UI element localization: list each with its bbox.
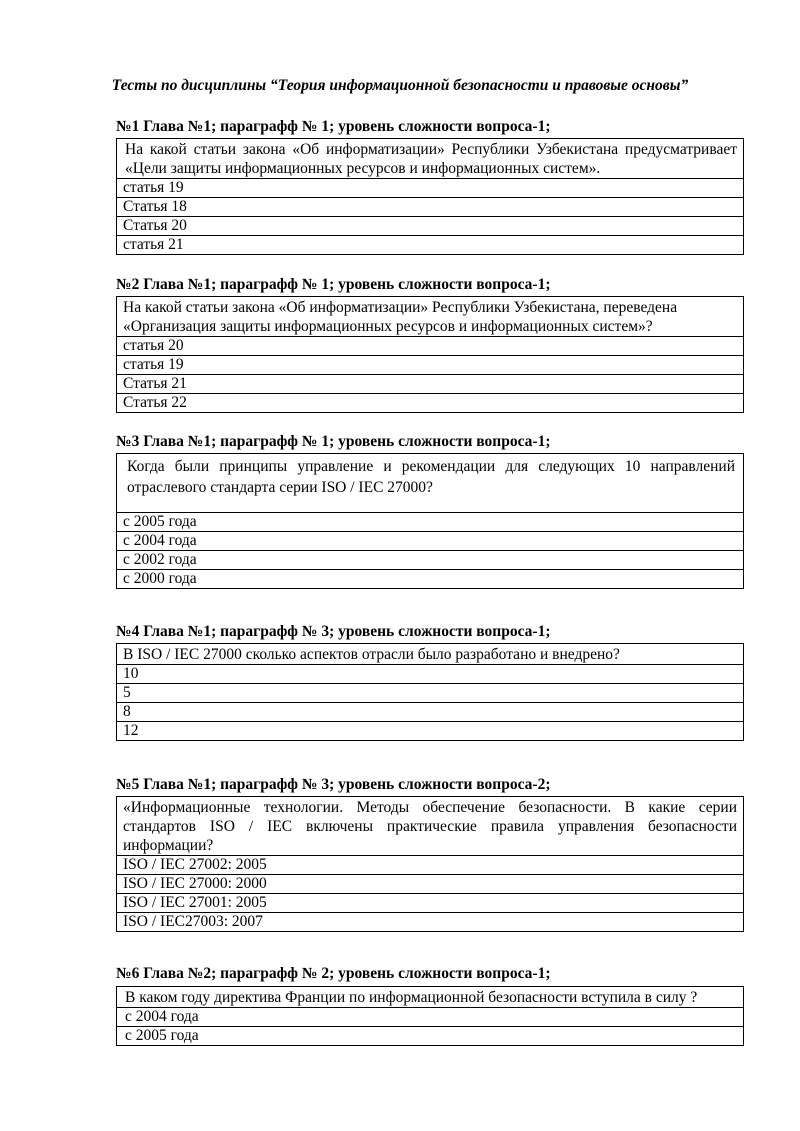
question-text: «Информационные технологии. Методы обеспечение безопасности. В какие серии стандартов ISO / IEC включены практические правила управления безопасности информации? xyxy=(117,797,743,856)
answer-option: Статья 22 xyxy=(123,394,187,411)
question-text: На какой статьи закона «Об информатизации» Республики Узбекистана предусматривает «Цели защиты информационных ресурсов и информационных систем». xyxy=(117,139,743,179)
question-text: В ISO / IEC 27000 сколько аспектов отрасли было разработано и внедрено? xyxy=(117,644,743,665)
answer-option: ISO / IEC 27001: 2005 xyxy=(117,894,743,913)
question-text: На какой статьи закона «Об информатизации» Республики Узбекистана, переведена «Организация защиты информационных ресурсов и информационных систем»? xyxy=(117,297,743,337)
question-text: Когда были принципы управление и рекомендации для следующих 10 направлений отраслевого стандарта серии ISO / IEC 27000? xyxy=(117,454,743,513)
question-table xyxy=(116,453,744,589)
answer-option: статья 20 xyxy=(117,337,743,356)
answer-option: с 2005 года xyxy=(117,513,743,532)
question-heading: №4 Глава №1; параграфф № 3; уровень сложности вопроса-1; xyxy=(116,623,551,640)
question-heading: №1 Глава №1; параграфф № 1; уровень сложности вопроса-1; xyxy=(116,118,551,135)
question-heading: №3 Глава №1; параграфф № 1; уровень сложности вопроса-1; xyxy=(116,433,551,450)
question-table xyxy=(116,796,744,932)
answer-option: с 2005 года xyxy=(125,1027,199,1044)
answer-option: с 2004 года xyxy=(117,1008,743,1027)
answer-option: Статья 20 xyxy=(117,217,743,236)
answer-option: ISO / IEC 27002: 2005 xyxy=(117,856,743,875)
page-title: Тесты по дисциплины “Теория информационной безопасности и правовые основы” xyxy=(111,77,689,94)
answer-option: 8 xyxy=(117,703,743,722)
question-table xyxy=(116,138,744,255)
answer-option: 10 xyxy=(117,665,743,684)
answer-option: с 2002 года xyxy=(117,551,743,570)
answer-option: статья 19 xyxy=(117,356,743,375)
answer-option: 12 xyxy=(123,722,139,739)
answer-option: с 2004 года xyxy=(117,532,743,551)
answer-option: с 2000 года xyxy=(123,570,197,587)
question-table xyxy=(116,643,744,741)
question-table xyxy=(116,296,744,413)
question-table xyxy=(116,986,744,1046)
answer-option: Статья 21 xyxy=(117,375,743,394)
answer-option: ISO / IEC27003: 2007 xyxy=(123,913,263,930)
answer-option: статья 19 xyxy=(117,179,743,198)
answer-option: Статья 18 xyxy=(117,198,743,217)
question-heading: №2 Глава №1; параграфф № 1; уровень сложности вопроса-1; xyxy=(116,276,551,293)
answer-option: ISO / IEC 27000: 2000 xyxy=(117,875,743,894)
answer-option: 5 xyxy=(117,684,743,703)
answer-option: статья 21 xyxy=(123,236,184,253)
question-heading: №6 Глава №2; параграфф № 2; уровень сложности вопроса-1; xyxy=(116,965,551,982)
question-heading: №5 Глава №1; параграфф № 3; уровень сложности вопроса-2; xyxy=(116,776,551,793)
question-text: В каком году директива Франции по информационной безопасности вступила в силу ? xyxy=(117,987,743,1008)
